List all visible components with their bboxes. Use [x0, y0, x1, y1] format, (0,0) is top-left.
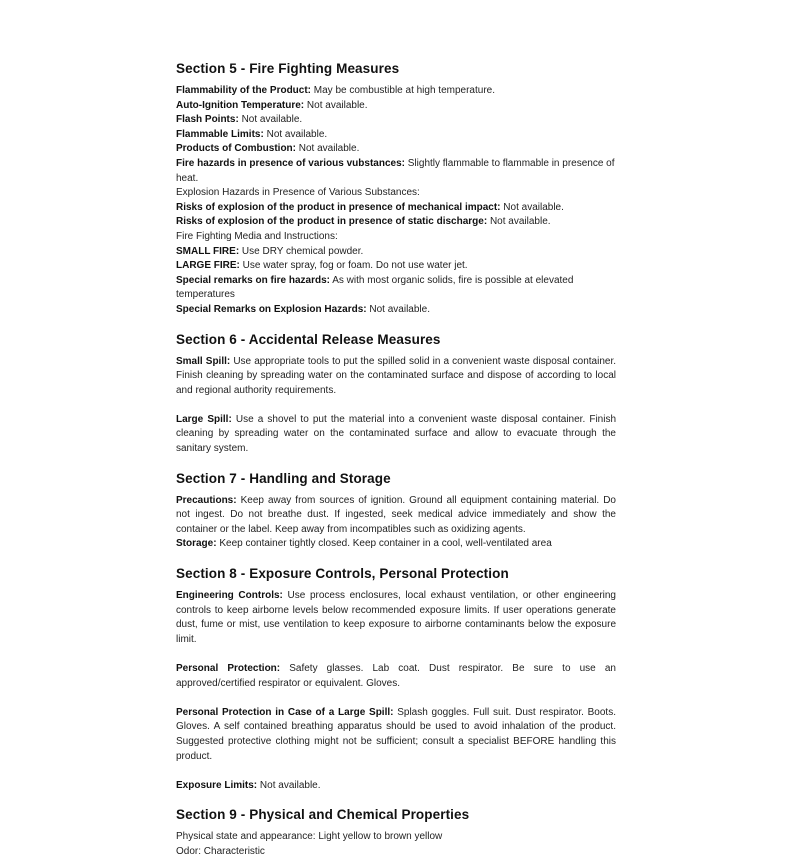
section-heading: Section 6 - Accidental Release Measures [176, 331, 441, 347]
field-label: LARGE FIRE: [176, 260, 240, 272]
field-line [176, 662, 616, 691]
field-line [176, 128, 616, 143]
field-label: Flammability of the Product: [176, 85, 312, 96]
field-text: Not available. [366, 303, 430, 315]
field-text: May be combustible at high temperature. [311, 85, 495, 96]
document-content [176, 60, 616, 860]
field-text: Not available. [500, 201, 564, 213]
field-line [176, 706, 616, 764]
field-line [176, 201, 616, 216]
field-text: Use appropriate tools to put the spilled solid in a convenient waste disposal container. Finish cleaning by spreading water on the contaminated surface and dispose of according to local and regional authority requirements. [176, 355, 616, 396]
field-text: Odor: Characteristic [176, 845, 265, 857]
field-label: Storage: [176, 538, 217, 550]
field-text: Fire Fighting Media and Instructions: [176, 230, 338, 242]
field-label: Risks of explosion of the product in presence of static discharge: [176, 216, 488, 228]
field-line [176, 186, 616, 201]
field-line [176, 157, 616, 186]
field-text: Not available. [257, 779, 321, 791]
field-label: Fire hazards in presence of various vubstances: [176, 157, 405, 169]
field-text: Keep away from sources of ignition. Ground all equipment containing material. Do not ingest. Do not breathe dust. If ingested, seek medical advice immediately and show the container or the label. Keep away from incompatibles such as oxidizing agents. [176, 494, 616, 535]
field-line [176, 779, 616, 794]
field-line [176, 830, 616, 845]
field-label: SMALL FIRE: [176, 245, 240, 257]
field-line [176, 142, 616, 157]
field-line [176, 303, 616, 318]
field-line [176, 494, 616, 538]
section-heading: Section 7 - Handling and Storage [176, 470, 391, 486]
section-heading: Section 9 - Physical and Chemical Properties [176, 807, 470, 823]
field-label: Flash Points: [176, 114, 239, 126]
field-line [176, 99, 616, 114]
field-line [176, 413, 616, 457]
field-label: Auto-Ignition Temperature: [176, 99, 305, 111]
field-label: Engineering Controls: [176, 590, 283, 602]
field-text: Explosion Hazards in Presence of Various Substances: [176, 187, 420, 199]
field-line [176, 355, 616, 399]
field-line [176, 84, 616, 99]
field-text: Not available. [263, 128, 328, 140]
section-heading: Section 5 - Fire Fighting Measures [176, 61, 400, 76]
field-label: Products of Combustion: [176, 143, 296, 155]
field-text: Safety glasses. Lab coat. Dust respirator. Be sure to use an approved/certified respirator or equivalent. Gloves. [176, 663, 616, 689]
field-label: Personal Protection in Case of a Large Spill: [176, 706, 394, 718]
section-heading: Section 8 - Exposure Controls, Personal Protection [176, 566, 509, 582]
field-text: Use process enclosures, local exhaust ventilation, or other engineering controls to keep airborne levels below recommended exposure limits. If user operations generate dust, fume or mist, use ventilation to keep exposure to airborne contaminants below the exposure limit. [176, 590, 616, 645]
field-line [176, 230, 616, 245]
field-text: Not available. [487, 216, 551, 228]
field-text: Not available. [304, 99, 368, 111]
field-label: Precautions: [176, 494, 237, 506]
field-label: Flammable Limits: [176, 128, 264, 140]
field-line [176, 113, 616, 128]
field-text: Not available. [296, 143, 360, 155]
field-line [176, 259, 616, 274]
field-text: Not available. [238, 114, 303, 126]
field-text: Physical state and appearance: Light yellow to brown yellow [176, 831, 443, 843]
field-label: Small Spill: [176, 355, 231, 367]
field-text: Use DRY chemical powder. [239, 245, 364, 257]
field-line [176, 589, 616, 647]
field-label: Personal Protection: [176, 663, 281, 674]
field-text: Use water spray, fog or foam. Do not use water jet. [239, 260, 468, 272]
field-label: Risks of explosion of the product in presence of mechanical impact: [176, 201, 501, 213]
field-text: Keep container tightly closed. Keep container in a cool, well-ventilated area [216, 538, 552, 550]
field-line [176, 245, 616, 260]
field-line [176, 537, 616, 552]
field-label: Exposure Limits: [176, 779, 258, 791]
field-label: Large Spill: [176, 413, 232, 425]
field-label: Special Remarks on Explosion Hazards: [176, 303, 367, 315]
field-text: Use a shovel to put the material into a convenient waste disposal container. Finish cleaning by spreading water on the contaminated surface and allow to evacuate through the sanitary system. [176, 413, 617, 455]
field-text: Splash goggles. Full suit. Dust respirator. Boots. Gloves. A self contained breathing apparatus should be used to avoid inhalation of the product. Suggested protective clothing might not be sufficient; consult a specialist BEFORE handling this product. [176, 706, 616, 762]
field-text: Slightly flammable to flammable in presence of heat. [176, 157, 615, 184]
field-text: As with most organic solids, fire is possible at elevated temperatures [176, 274, 574, 301]
field-line [176, 274, 616, 303]
field-line [176, 845, 616, 860]
field-label: Special remarks on fire hazards: [176, 274, 330, 286]
field-line [176, 215, 616, 230]
